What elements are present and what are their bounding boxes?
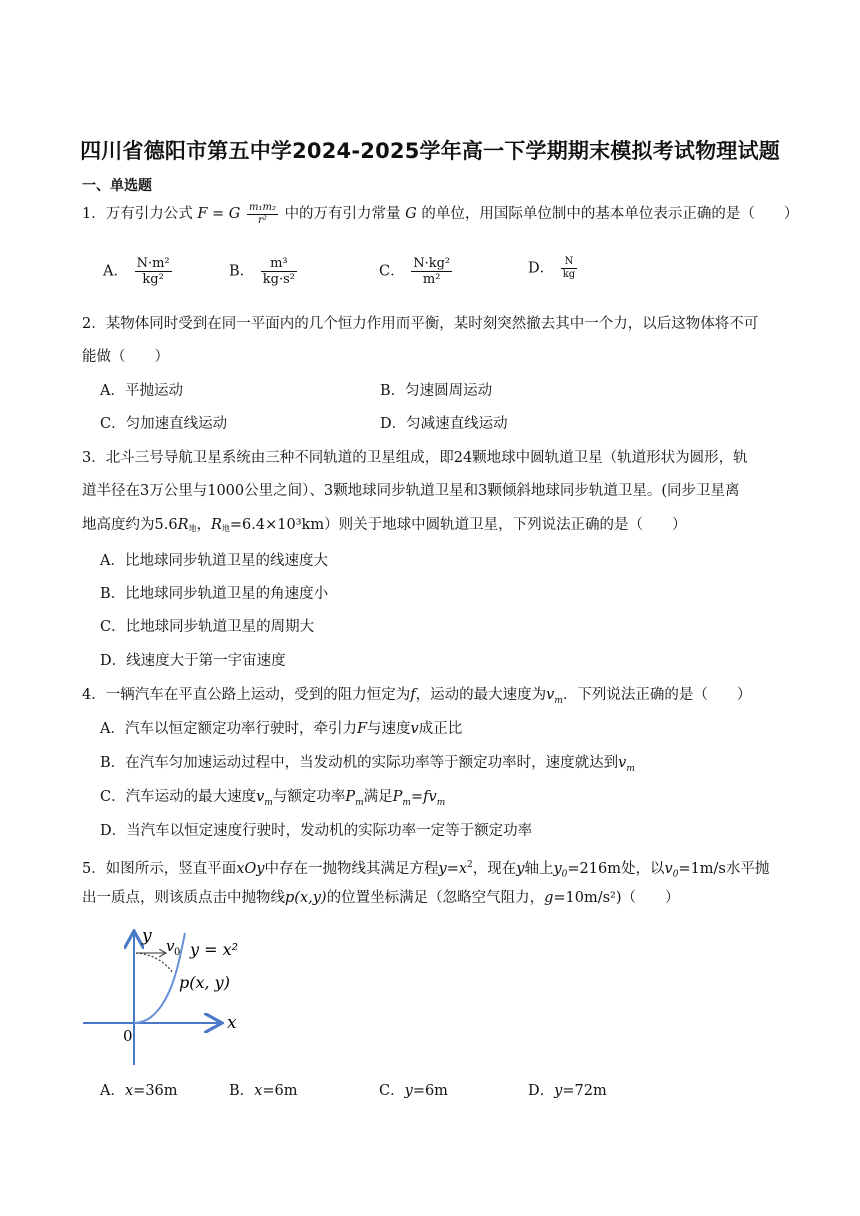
q4-option-c-vm: v xyxy=(256,789,265,805)
q1-option-a-num: N·m² xyxy=(136,256,170,271)
q1-option-b xyxy=(229,256,299,287)
question-3-line-3 xyxy=(82,515,687,539)
q4-vm: v xyxy=(546,687,555,703)
q4-option-b xyxy=(100,753,635,779)
q4-option-b-text: B．在汽车匀加速运动过程中，当发动机的实际功率等于额定功率时，速度就达到 xyxy=(100,755,619,771)
q4-option-c-pm-sub-2: m xyxy=(402,797,411,808)
q1-text-2: 中的万有引力常量 xyxy=(284,206,401,222)
q4-option-c-text-2: 与额定功率 xyxy=(272,789,346,805)
q2-option-b: B．匀速圆周运动 xyxy=(380,383,493,399)
q4-option-c-vm-sub-2: m xyxy=(436,797,446,808)
v0-sub-label: 0 xyxy=(174,947,181,958)
q5-pxy: p(x,y) xyxy=(285,890,327,906)
question-2-line-1: 2．某物体同时受到在同一平面内的几个恒力作用而平衡，某时刻突然撤去其中一个力，以后这物体将不可 xyxy=(82,316,759,332)
q1-formula-denominator: r² xyxy=(258,214,267,226)
q1-option-b-den: kg·s² xyxy=(262,272,295,287)
v0-label: v xyxy=(166,937,175,955)
q4-option-c-pm-2: P xyxy=(392,789,403,805)
q5-option-c: C．y=6m xyxy=(379,1083,448,1099)
q1-option-d-label: D． xyxy=(528,260,555,277)
q1-option-b-label: B． xyxy=(229,263,255,280)
q4-option-c-pm-sub: m xyxy=(355,797,364,808)
q3-option-a: A．比地球同步轨道卫星的线速度大 xyxy=(100,553,328,569)
q1-text-3: 的单位，用国际单位制中的基本单位表示正确的是（ ） xyxy=(421,206,799,222)
q4-option-a-F: F xyxy=(356,721,368,737)
q3-line3-text-a: 地高度约为5.6 xyxy=(82,517,178,533)
q4-option-c-text-1: C．汽车运动的最大速度 xyxy=(100,789,257,805)
q2-option-a: A．平抛运动 xyxy=(100,383,183,399)
q1-formula-numerator: m₁m₂ xyxy=(248,201,276,213)
q5-v0-eq: =1m/s水平抛 xyxy=(678,860,770,877)
q5-y0: y xyxy=(553,860,562,877)
q1-option-c-num: N·kg² xyxy=(413,256,451,271)
q1-formula-fraction xyxy=(247,202,278,227)
q5-option-a: A．x=36m xyxy=(100,1083,178,1099)
origin-label: 0 xyxy=(123,1027,133,1045)
q4-option-c-vm-2: v xyxy=(428,789,437,805)
question-5-line-2 xyxy=(82,888,680,908)
q1-option-b-fraction xyxy=(261,256,297,287)
question-3-line-2: 道半径在3万公里与1000公里之间）、3颗地球同步轨道卫星和3颗倾斜地球同步轨道卫星。(同步卫星离 xyxy=(82,483,740,499)
q3-line3-text-b: ， xyxy=(196,517,211,533)
q1-option-c-fraction xyxy=(411,256,452,287)
q1-option-c-label: C． xyxy=(379,263,405,280)
q4-option-d: D．当汽车以恒定速度行驶时，发动机的实际功率一定等于额定功率 xyxy=(100,823,533,839)
question-1 xyxy=(82,200,798,228)
q1-option-b-num: m³ xyxy=(261,256,297,272)
q5-option-d: D．y=72m xyxy=(528,1083,607,1099)
q1-option-c-den: m² xyxy=(422,272,441,287)
q3-earth-sub-2: 地 xyxy=(221,524,230,533)
q4-option-c-text-3: 满足 xyxy=(363,789,393,805)
question-4-line-1 xyxy=(82,685,751,711)
q4-option-b-vm-sub: m xyxy=(626,763,635,774)
q5-text-f: 的位置坐标满足（忽略空气阻力， xyxy=(326,890,545,906)
q1-option-a-den: kg² xyxy=(142,272,164,287)
q5-y0-eq: =216m处，以 xyxy=(567,860,665,877)
q5-xoy: xOy xyxy=(236,860,265,877)
q5-parabola-figure xyxy=(80,925,250,1070)
q1-option-d-den: kg xyxy=(562,269,576,280)
q4-option-c-pm: P xyxy=(345,789,356,805)
q1-formula-lhs: F = G xyxy=(197,206,241,222)
q3-earth-sub: 地 xyxy=(188,524,197,533)
q5-text-c: ，现在 xyxy=(472,860,517,877)
q5-text-a: 5．如图所示，竖直平面 xyxy=(82,860,237,877)
q4-option-b-vm: v xyxy=(618,755,627,771)
q4-option-a xyxy=(100,719,462,739)
q3-radius-symbol-2: R xyxy=(210,517,222,533)
q5-g: g xyxy=(544,890,554,906)
q5-text-b: 中存在一抛物线其满足方程 xyxy=(264,860,439,877)
point-label: p(x, y) xyxy=(179,973,230,992)
q3-option-d: D．线速度大于第一宇宙速度 xyxy=(100,653,286,669)
q4-f: f xyxy=(410,687,416,703)
q3-radius-symbol: R xyxy=(177,517,189,533)
q4-text-a: 4．一辆汽车在平直公路上运动，受到的阻力恒定为 xyxy=(82,687,411,703)
question-3-line-1: 3．北斗三号导航卫星系统由三种不同轨道的卫星组成，即24颗地球中圆轨道卫星（轨道形状为圆形，轨 xyxy=(82,450,748,466)
q3-option-c: C．比地球同步轨道卫星的周期大 xyxy=(100,619,315,635)
axis-y-label: y xyxy=(142,926,152,946)
q4-option-a-text-1: A．汽车以恒定额定功率行驶时，牵引力 xyxy=(100,721,357,737)
q3-option-b: B．比地球同步轨道卫星的角速度小 xyxy=(100,586,329,602)
q1-option-a xyxy=(103,256,174,287)
q1-option-c xyxy=(379,256,454,287)
q1-text-1: 1．万有引力公式 xyxy=(82,206,193,222)
q4-text-b: ，运动的最大速度为 xyxy=(415,687,547,703)
q5-text-d: 轴上 xyxy=(524,860,554,877)
q4-option-a-v: v xyxy=(410,721,419,737)
q4-option-a-text-2: 与速度 xyxy=(367,721,411,737)
q4-text-c: ．下列说法正确的是（ ） xyxy=(562,687,752,703)
q4-option-c-eq: =f xyxy=(410,789,429,805)
q1-option-d-fraction xyxy=(561,256,577,281)
question-5-line-1: 5．如图所示，竖直平面xOy中存在一抛物线其满足方程$y=x^2$，现在y轴上$y_0=216m$处，以$v_0=1m/s$水平抛 xyxy=(82,860,770,880)
question-2-line-2: 能做（ ） xyxy=(82,349,169,365)
curve-label: y = x² xyxy=(190,940,239,959)
trajectory-dotted xyxy=(136,953,173,973)
q3-line3-text-c: =6.4×10³km）则关于地球中圆轨道卫星，下列说法正确的是（ ） xyxy=(229,517,687,533)
q1-option-a-label: A． xyxy=(103,263,128,280)
q1-option-d xyxy=(528,256,579,281)
q5-v0: v xyxy=(664,860,673,877)
q4-vm-sub: m xyxy=(554,695,563,706)
q4-option-a-text-3: 成正比 xyxy=(418,721,463,737)
q1-option-d-num: N xyxy=(561,256,577,269)
q5-equation: y=x xyxy=(438,860,468,877)
axis-x-label: x xyxy=(227,1013,237,1033)
q5-y: y xyxy=(516,860,525,877)
q5-text-g: =10m/s²)（ ） xyxy=(553,890,680,906)
page-title: 四川省德阳市第五中学2024-2025学年高一下学期期末模拟考试物理试题 xyxy=(80,139,780,163)
q5-option-b: B．x=6m xyxy=(229,1083,298,1099)
q4-option-c-vm-sub: m xyxy=(264,797,273,808)
q1-option-a-fraction xyxy=(135,256,172,287)
q2-option-d: D．匀减速直线运动 xyxy=(380,416,508,432)
q5-text-e: 出一质点，则该质点击中抛物线 xyxy=(82,890,285,906)
q1-constant-g: G xyxy=(405,206,417,222)
section-heading: 一、单选题 xyxy=(82,178,152,194)
q2-option-c: C．匀加速直线运动 xyxy=(100,416,228,432)
q4-option-c xyxy=(100,787,445,813)
